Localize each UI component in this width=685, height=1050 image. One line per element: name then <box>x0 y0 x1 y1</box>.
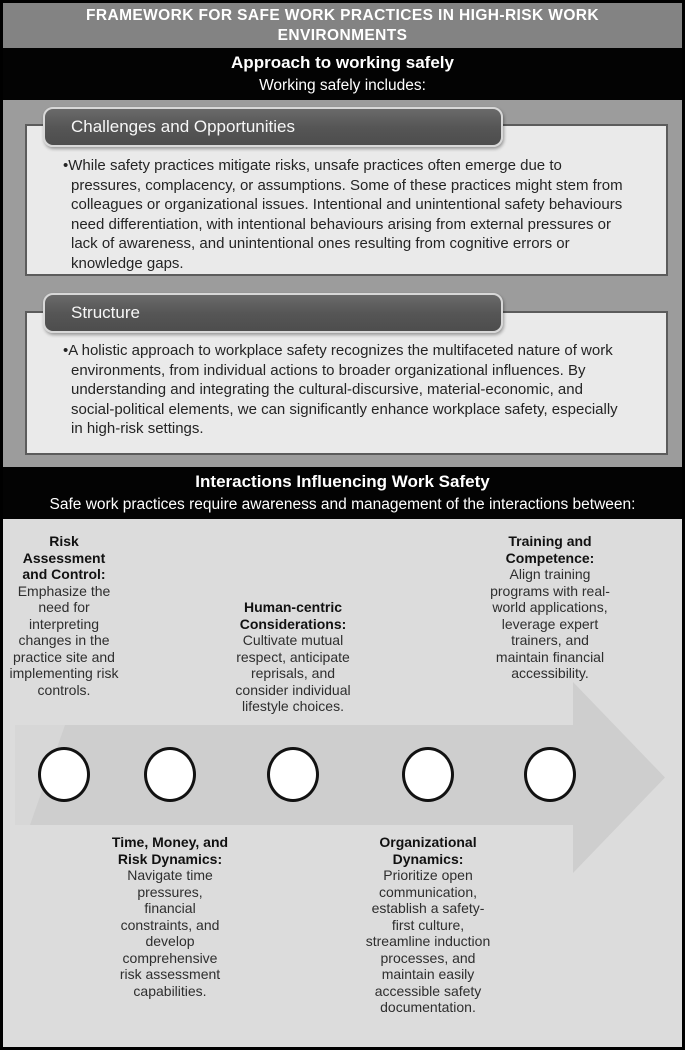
tab-structure <box>43 293 503 333</box>
process-item-risk-assessment <box>9 533 119 698</box>
structure-body: A holistic approach to workplace safety recognizes the multifaceted nature of work environments, from individual actions to broader organizational influences. By understanding and integrating the cultural-discursive, material-economic, and social-political elements, we can significantly enhance workplace safety, especially in high-risk settings. <box>68 342 618 437</box>
process-item-body: Cultivate mutual respect, anticipate reprisals, and consider individual lifestyle choices. <box>235 632 351 714</box>
process-item-heading: Risk Assessment and Control: <box>22 533 106 582</box>
challenges-bullet-text <box>27 126 666 273</box>
process-item-heading: Time, Money, and Risk Dynamics: <box>111 834 229 867</box>
process-item-body: Navigate time pressures, financial constraints, and develop comprehensive risk assessment capabilities. <box>119 867 221 999</box>
approach-bar-title: Approach to working safely <box>231 53 454 72</box>
tab-structure-label: Structure <box>71 303 140 322</box>
process-item-training-competence <box>490 533 610 682</box>
bullet-glyph: • <box>63 157 69 174</box>
process-node-circle-3 <box>267 747 319 802</box>
process-item-time-money-risk <box>110 834 230 999</box>
tab-challenges-label: Challenges and Opportunities <box>71 117 295 136</box>
process-item-organizational-dynamics <box>364 834 492 1016</box>
interactions-bar <box>3 467 682 519</box>
working-safely-section <box>3 100 682 467</box>
process-node-circle-1 <box>38 747 90 802</box>
approach-bar-subtitle: Working safely includes: <box>259 77 426 94</box>
process-item-body: Emphasize the need for interpreting changes in the practice site and implementing risk controls. <box>9 582 119 698</box>
challenges-body: While safety practices mitigate risks, unsafe practices often emerge due to pressures, complacency, or assumptions. Some of these practices might stem from colleagues or organizational issues. Intentional and unintentional safety behaviours need differentiation, with intentional behaviours arising from external pressures or lack of awareness, and unintentional ones resulting from cognitive errors or knowledge gaps. <box>68 157 623 272</box>
process-item-heading: Training and Competence: <box>505 533 595 566</box>
bullet-glyph: • <box>63 342 69 359</box>
figure-title: FRAMEWORK FOR SAFE WORK PRACTICES IN HIGH-RISK WORK ENVIRONMENTS <box>86 6 599 44</box>
process-section <box>3 519 682 1047</box>
process-node-circle-4 <box>402 747 454 802</box>
figure-title-band <box>3 3 682 48</box>
interactions-bar-subtitle: Safe work practices require awareness and management of the interactions between: <box>49 496 636 513</box>
interactions-bar-title: Interactions Influencing Work Safety <box>195 472 490 491</box>
process-item-body: Prioritize open communication, establish a safety-first culture, streamline induction processes, and maintain easily accessible safety documentation. <box>365 867 491 1015</box>
process-arrow-head-icon <box>573 682 665 873</box>
process-node-circle-5 <box>524 747 576 802</box>
process-node-circle-2 <box>144 747 196 802</box>
approach-bar <box>3 48 682 100</box>
process-item-body: Align training programs with real-world applications, leverage expert trainers, and maintain financial accessibility. <box>490 566 610 681</box>
process-item-heading: Organizational Dynamics: <box>379 834 477 867</box>
process-item-human-centric <box>229 599 357 715</box>
process-item-heading: Human-centric Considerations: <box>239 599 347 632</box>
tab-challenges-and-opportunities <box>43 107 503 147</box>
